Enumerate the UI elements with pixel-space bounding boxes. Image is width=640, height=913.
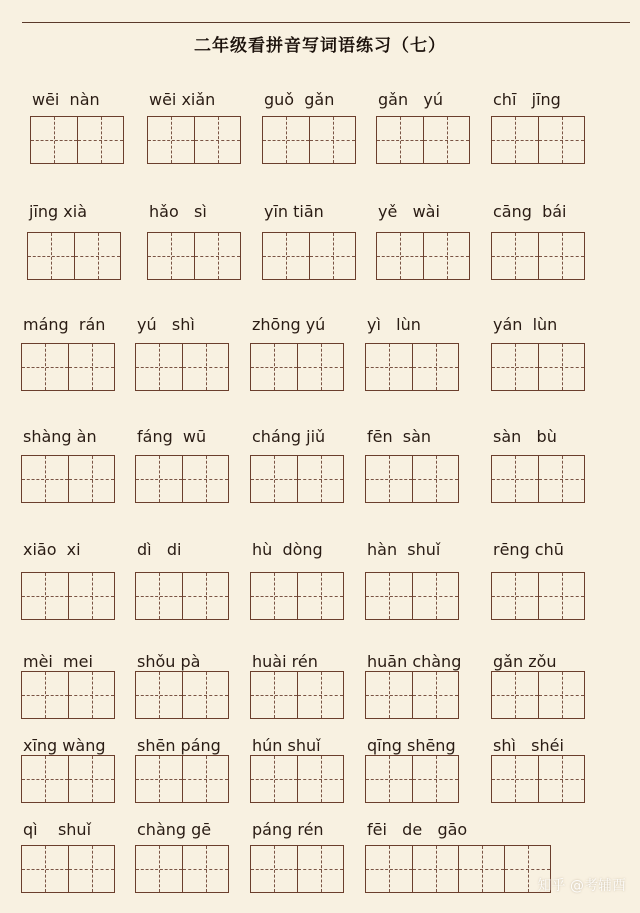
writing-grid[interactable] [250,755,344,803]
pinyin-label: guǒ gǎn [264,90,335,109]
character-box[interactable] [297,672,343,718]
writing-grid[interactable] [250,455,344,503]
character-box[interactable] [263,117,309,163]
pinyin-label: chī jīng [493,90,561,109]
writing-grid[interactable] [491,116,585,164]
character-box[interactable] [251,344,297,390]
pinyin-label: páng rén [252,820,324,839]
character-box[interactable] [538,233,584,279]
character-box[interactable] [492,672,538,718]
character-box[interactable] [68,573,114,619]
writing-grid[interactable] [135,845,229,893]
character-box[interactable] [182,672,228,718]
pinyin-label: hǎo sì [149,202,207,221]
character-box[interactable] [492,756,538,802]
writing-grid[interactable] [135,455,229,503]
writing-grid[interactable] [365,671,459,719]
pinyin-label: yīn tiān [264,202,324,221]
pinyin-label: rēng chū [493,540,564,559]
writing-grid[interactable] [365,845,551,893]
writing-grid[interactable] [250,343,344,391]
pinyin-label: cháng jiǔ [252,427,326,446]
writing-grid[interactable] [365,455,459,503]
writing-grid[interactable] [376,116,470,164]
pinyin-label: hún shuǐ [252,736,321,755]
character-box[interactable] [366,672,412,718]
character-box[interactable] [297,573,343,619]
character-box[interactable] [22,456,68,502]
pinyin-label: yě wài [378,202,440,221]
pinyin-label: dì di [137,540,182,559]
pinyin-label: xīng wàng [23,736,106,755]
character-box[interactable] [297,756,343,802]
character-box[interactable] [68,672,114,718]
character-box[interactable] [538,672,584,718]
character-box[interactable] [263,233,309,279]
character-box[interactable] [538,344,584,390]
writing-grid[interactable] [21,572,115,620]
pinyin-label: cāng bái [493,202,567,221]
writing-grid[interactable] [250,572,344,620]
character-box[interactable] [412,846,458,892]
character-box[interactable] [251,456,297,502]
character-box[interactable] [194,233,240,279]
character-box[interactable] [136,573,182,619]
character-box[interactable] [251,846,297,892]
character-box[interactable] [423,117,469,163]
writing-grid[interactable] [27,232,121,280]
character-box[interactable] [309,233,355,279]
pinyin-label: xiāo xi [23,540,81,559]
character-box[interactable] [366,344,412,390]
watermark: 知乎 @考辅酉 [537,878,626,894]
pinyin-label: shàng àn [23,427,97,446]
character-box[interactable] [492,233,538,279]
writing-grid[interactable] [365,572,459,620]
character-box[interactable] [251,672,297,718]
writing-grid[interactable] [365,343,459,391]
character-box[interactable] [68,756,114,802]
character-box[interactable] [182,756,228,802]
character-box[interactable] [366,846,412,892]
writing-grid[interactable] [135,671,229,719]
character-box[interactable] [492,456,538,502]
character-box[interactable] [68,846,114,892]
character-box[interactable] [366,456,412,502]
character-box[interactable] [136,756,182,802]
character-box[interactable] [458,846,504,892]
character-box[interactable] [297,456,343,502]
character-box[interactable] [251,573,297,619]
character-box[interactable] [412,573,458,619]
pinyin-label: yú shì [137,315,195,334]
writing-grid[interactable] [491,232,585,280]
writing-grid[interactable] [135,755,229,803]
pinyin-label: shì shéi [493,736,564,755]
pinyin-label: jīng xià [29,202,87,221]
character-box[interactable] [297,344,343,390]
character-box[interactable] [22,344,68,390]
character-box[interactable] [366,573,412,619]
character-box[interactable] [68,456,114,502]
pinyin-label: hàn shuǐ [367,540,441,559]
character-box[interactable] [148,233,194,279]
character-box[interactable] [366,756,412,802]
pinyin-label: fēn sàn [367,427,432,446]
writing-grid[interactable] [491,455,585,503]
character-box[interactable] [22,846,68,892]
writing-grid[interactable] [135,572,229,620]
pinyin-label: yán lùn [493,315,558,334]
writing-grid[interactable] [147,232,241,280]
character-box[interactable] [412,456,458,502]
character-box[interactable] [538,117,584,163]
writing-grid[interactable] [262,116,356,164]
character-box[interactable] [182,573,228,619]
character-box[interactable] [148,117,194,163]
character-box[interactable] [136,672,182,718]
pinyin-label: fáng wū [137,427,207,446]
character-box[interactable] [492,573,538,619]
character-box[interactable] [136,456,182,502]
character-box[interactable] [77,117,123,163]
character-box[interactable] [423,233,469,279]
character-box[interactable] [377,117,423,163]
character-box[interactable] [22,756,68,802]
character-box[interactable] [31,117,77,163]
character-box[interactable] [492,344,538,390]
character-box[interactable] [28,233,74,279]
writing-grid[interactable] [491,343,585,391]
writing-grid[interactable] [21,343,115,391]
character-box[interactable] [68,344,114,390]
pinyin-label: shēn páng [137,736,221,755]
character-box[interactable] [182,846,228,892]
writing-grid[interactable] [21,845,115,893]
character-box[interactable] [538,756,584,802]
character-box[interactable] [309,117,355,163]
character-box[interactable] [182,456,228,502]
character-box[interactable] [74,233,120,279]
writing-grid[interactable] [21,755,115,803]
pinyin-label: gǎn yú [378,90,443,109]
character-box[interactable] [492,117,538,163]
pinyin-label: máng rán [23,315,106,334]
writing-grid[interactable] [491,755,585,803]
pinyin-label: chàng gē [137,820,212,839]
writing-grid[interactable] [30,116,124,164]
writing-grid[interactable] [365,755,459,803]
character-box[interactable] [538,456,584,502]
writing-grid[interactable] [250,845,344,893]
writing-grid[interactable] [262,232,356,280]
pinyin-label: yì lùn [367,315,421,334]
pinyin-label: mèi mei [23,652,93,671]
pinyin-label: qì shuǐ [23,820,92,839]
pinyin-label: qīng shēng [367,736,456,755]
writing-grid[interactable] [491,671,585,719]
writing-grid[interactable] [376,232,470,280]
character-box[interactable] [22,573,68,619]
pinyin-label: shǒu pà [137,652,201,671]
character-box[interactable] [194,117,240,163]
writing-grid[interactable] [21,671,115,719]
character-box[interactable] [538,573,584,619]
page-title: 二年级看拼音写词语练习（七） [194,36,446,56]
pinyin-label: zhōng yú [252,315,326,334]
top-rule [22,22,630,23]
character-box[interactable] [412,756,458,802]
character-box[interactable] [251,756,297,802]
pinyin-label: huān chàng [367,652,462,671]
character-box[interactable] [377,233,423,279]
pinyin-label: hù dòng [252,540,323,559]
character-box[interactable] [412,344,458,390]
writing-grid[interactable] [147,116,241,164]
character-box[interactable] [182,344,228,390]
pinyin-label: gǎn zǒu [493,652,557,671]
pinyin-label: wēi xiǎn [149,90,216,109]
character-box[interactable] [136,344,182,390]
character-box[interactable] [297,846,343,892]
pinyin-label: wēi nàn [32,90,100,109]
writing-grid[interactable] [135,343,229,391]
writing-grid[interactable] [491,572,585,620]
character-box[interactable] [412,672,458,718]
pinyin-label: huài rén [252,652,318,671]
writing-grid[interactable] [250,671,344,719]
pinyin-label: sàn bù [493,427,557,446]
writing-grid[interactable] [21,455,115,503]
character-box[interactable] [136,846,182,892]
pinyin-label: fēi de gāo [367,820,468,839]
character-box[interactable] [22,672,68,718]
